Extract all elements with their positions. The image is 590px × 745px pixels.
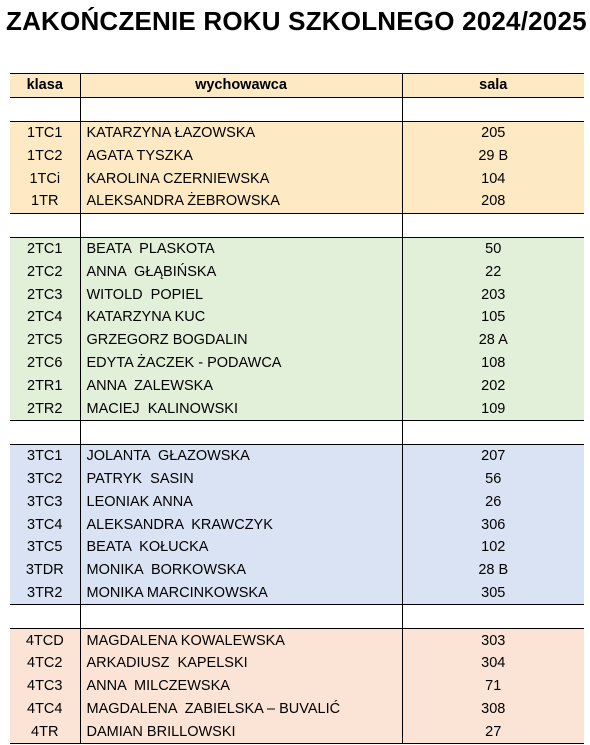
cell-wychowawca: ALEKSANDRA ŻEBROWSKA [80,190,402,213]
table-row [10,536,584,559]
group-spacer [10,605,584,629]
cell-sala: 305 [402,582,584,605]
cell-wychowawca: KATARZYNA ŁAZOWSKA [80,121,402,144]
cell-sala: 104 [402,167,584,190]
cell-sala: 306 [402,513,584,536]
cell-wychowawca: KATARZYNA KUC [80,306,402,329]
table-row [10,720,584,743]
table-row [10,559,584,582]
table-row [10,629,584,652]
table-row [10,237,584,260]
cell-wychowawca: AGATA TYSZKA [80,144,402,167]
cell-sala: 26 [402,490,584,513]
cell-wychowawca: LEONIAK ANNA [80,490,402,513]
group-spacer [10,213,584,237]
cell-wychowawca: KAROLINA CZERNIEWSKA [80,167,402,190]
cell-wychowawca: ANNA ZALEWSKA [80,374,402,397]
cell-klasa: 2TR1 [10,374,80,397]
table-row [10,490,584,513]
cell-wychowawca: MAGDALENA KOWALEWSKA [80,629,402,652]
cell-klasa: 2TC6 [10,352,80,375]
header-wychowawca: wychowawca [80,74,402,98]
cell-sala: 22 [402,260,584,283]
table-row [10,306,584,329]
cell-klasa: 2TC5 [10,329,80,352]
cell-wychowawca: MONIKA BORKOWSKA [80,559,402,582]
header-klasa: klasa [10,74,80,98]
cell-sala: 205 [402,121,584,144]
cell-wychowawca: ANNA MILCZEWSKA [80,675,402,698]
page-title: ZAKOŃCZENIE ROKU SZKOLNEGO 2024/2025 [6,6,587,36]
cell-sala: 102 [402,536,584,559]
cell-klasa: 3TC2 [10,468,80,491]
cell-wychowawca: MAGDALENA ZABIELSKA – BUVALIĆ [80,698,402,721]
table-row [10,121,584,144]
cell-wychowawca: ANNA GŁĄBIŃSKA [80,260,402,283]
table-row [10,144,584,167]
cell-sala: 56 [402,468,584,491]
table-body [10,97,584,743]
header-row [10,74,584,98]
cell-sala: 28 A [402,329,584,352]
cell-klasa: 3TC4 [10,513,80,536]
cell-sala: 304 [402,652,584,675]
cell-klasa: 4TC2 [10,652,80,675]
table-row [10,675,584,698]
cell-sala: 29 B [402,144,584,167]
cell-klasa: 3TR2 [10,582,80,605]
cell-sala: 203 [402,283,584,306]
cell-klasa: 4TC3 [10,675,80,698]
cell-klasa: 2TC4 [10,306,80,329]
cell-klasa: 2TR2 [10,397,80,420]
cell-wychowawca: MONIKA MARCINKOWSKA [80,582,402,605]
table-row [10,283,584,306]
cell-wychowawca: BEATA KOŁUCKA [80,536,402,559]
table-row [10,468,584,491]
cell-klasa: 2TC2 [10,260,80,283]
group-spacer [10,97,584,121]
cell-sala: 108 [402,352,584,375]
table-row [10,260,584,283]
cell-wychowawca: DAMIAN BRILLOWSKI [80,720,402,743]
cell-klasa: 3TC1 [10,444,80,467]
table-row [10,352,584,375]
cell-sala: 109 [402,397,584,420]
table-row [10,167,584,190]
group-spacer [10,420,584,444]
cell-klasa: 1TC2 [10,144,80,167]
cell-klasa: 2TC1 [10,237,80,260]
cell-wychowawca: GRZEGORZ BOGDALIN [80,329,402,352]
cell-klasa: 1TCi [10,167,80,190]
cell-sala: 207 [402,444,584,467]
class-table [10,73,584,744]
cell-wychowawca: PATRYK SASIN [80,468,402,491]
cell-klasa: 1TR [10,190,80,213]
table-row [10,698,584,721]
table-row [10,582,584,605]
table-row [10,397,584,420]
cell-sala: 208 [402,190,584,213]
cell-sala: 28 B [402,559,584,582]
cell-sala: 105 [402,306,584,329]
cell-wychowawca: EDYTA ŻACZEK - PODAWCA [80,352,402,375]
table-row [10,513,584,536]
table-row [10,444,584,467]
cell-klasa: 4TCD [10,629,80,652]
cell-wychowawca: MACIEJ KALINOWSKI [80,397,402,420]
cell-wychowawca: JOLANTA GŁAZOWSKA [80,444,402,467]
table-row [10,190,584,213]
table-row [10,652,584,675]
cell-sala: 27 [402,720,584,743]
table-row [10,374,584,397]
cell-klasa: 4TR [10,720,80,743]
cell-klasa: 2TC3 [10,283,80,306]
cell-klasa: 1TC1 [10,121,80,144]
header-sala: sala [402,74,584,98]
cell-wychowawca: ARKADIUSZ KAPELSKI [80,652,402,675]
cell-klasa: 3TC5 [10,536,80,559]
cell-klasa: 3TDR [10,559,80,582]
cell-sala: 303 [402,629,584,652]
cell-klasa: 4TC4 [10,698,80,721]
table-row [10,329,584,352]
cell-sala: 71 [402,675,584,698]
cell-sala: 50 [402,237,584,260]
cell-sala: 202 [402,374,584,397]
cell-wychowawca: WITOLD POPIEL [80,283,402,306]
cell-sala: 308 [402,698,584,721]
cell-klasa: 3TC3 [10,490,80,513]
cell-wychowawca: BEATA PLASKOTA [80,237,402,260]
cell-wychowawca: ALEKSANDRA KRAWCZYK [80,513,402,536]
